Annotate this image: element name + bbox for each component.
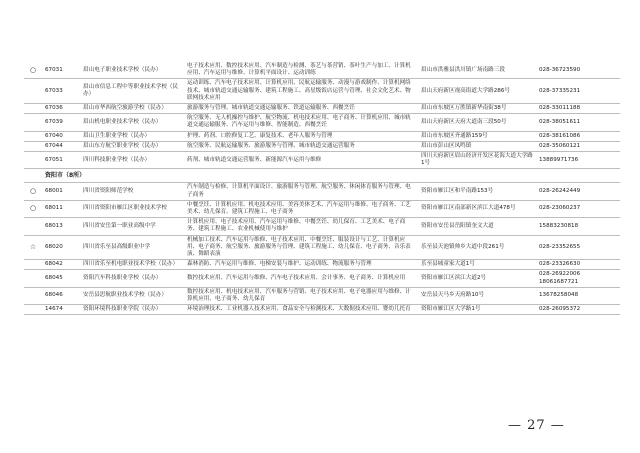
table-row — [24, 218, 620, 235]
majors-cell: 汽车制造与检修、计算机平面设计、旅游服务与管理、航空服务、休闲体育服务与管理、电子商务 — [184, 183, 418, 200]
school-code: 68045 — [42, 270, 80, 287]
school-code: 68013 — [42, 218, 80, 235]
phone-cell: 028-26242449 — [536, 183, 620, 200]
table-row — [24, 260, 620, 270]
school-name: 眉山市华西航空旅游学校（民办） — [80, 104, 184, 114]
phone-cell: 028-26922006 18061687721 — [536, 270, 620, 287]
address-cell: 眉山市东坡区万胜镇新华南街38号 — [418, 104, 536, 114]
school-name: 四川省资阳市雁江区职业技术学校 — [80, 200, 184, 217]
marker-symbol — [24, 79, 42, 104]
school-code: 67039 — [42, 114, 80, 131]
school-name: 资阳环境科技职业学院（民办） — [80, 305, 184, 315]
address-cell: 资阳市雁江区滨江大道2号 — [418, 270, 536, 287]
majors-cell: 药剂、城市轨道交通运营服务、新能源汽车运用与维修 — [184, 152, 418, 169]
school-code: 67040 — [42, 131, 80, 141]
table-row — [24, 200, 620, 217]
table-row — [24, 305, 620, 315]
phone-cell: 15883230818 — [536, 218, 620, 235]
school-code: 67036 — [42, 104, 80, 114]
school-code: 68046 — [42, 287, 80, 304]
table-row — [24, 131, 620, 141]
phone-cell: 028-33011188 — [536, 104, 620, 114]
section-b-rows — [24, 183, 620, 315]
address-cell: 眉山市洪雅县洪川镇广场南路三段 — [418, 62, 536, 79]
table-row — [24, 152, 620, 169]
school-code: 67031 — [42, 62, 80, 79]
table-row — [24, 270, 620, 287]
school-code: 68001 — [42, 183, 80, 200]
address-cell: 眉山市彭山区凤鸣镇 — [418, 141, 536, 151]
phone-cell: 028-23060237 — [536, 200, 620, 217]
marker-symbol: ○ — [24, 200, 42, 217]
marker-symbol — [24, 260, 42, 270]
address-cell: 安岳县天马乡天府路10号 — [418, 287, 536, 304]
school-code: 67051 — [42, 152, 80, 169]
majors-cell: 计算机应用、电子技术应用、汽车运用与维修、中餐烹饪、幼儿保育、工艺美术、电子商务、建筑工程施工、农业机械使用与维护 — [184, 218, 418, 235]
phone-cell: 13678258048 — [536, 287, 620, 304]
majors-cell: 电子技术应用、数控技术应用、汽车制造与检测、茶艺与茶营销、茶叶生产与加工、计算机应用、汽车运用与维修、计算机平面设计、运动训练 — [184, 62, 418, 79]
majors-cell: 中餐烹饪、计算机应用、机电技术应用、美容美体艺术、汽车运用与维修、电子商务、工艺美术、幼儿保育、建筑工程施工、电子商务 — [184, 200, 418, 217]
table-row — [24, 114, 620, 131]
address-cell: 四川天府新区眉山经济开发区花海大道大学路1号 — [418, 152, 536, 169]
majors-cell: 运动训练、汽车电子技术应用、计算机应用、民航运输服务、动漫与游戏制作、计算机网络技术、城市轨道交通运输服务、建筑工程施工、高星级饭店运营与管理、社会文化艺术、物联网技术应用 — [184, 79, 418, 104]
address-cell: 资阳市雁江区南部新区滨江大道478号 — [418, 200, 536, 217]
marker-symbol — [24, 287, 42, 304]
majors-cell: 旅游服务与管理、城市轨道交通运输服务、铁道运输服务、西餐烹饪 — [184, 104, 418, 114]
majors-cell: 机械加工技术、汽车运用与维修、电子技术应用、中餐烹饪、服装设计与工艺、计算机应用、电子商务、航空服务、旅游服务与管理、建筑工程施工、幼儿保育、电子商务、音乐表演、舞蹈表演 — [184, 235, 418, 260]
marker-symbol — [24, 152, 42, 169]
phone-cell: 028-23352655 — [536, 235, 620, 260]
marker-symbol — [24, 305, 42, 315]
phone-cell: 028-36723590 — [536, 62, 620, 79]
majors-cell: 数控技术应用、汽车运用与维修、汽车电子技术应用、会计事务、电子商务、计算机应用 — [184, 270, 418, 287]
address-cell: 资阳市雁江区大学路1号 — [418, 305, 536, 315]
region-title: 资阳市（8所） — [42, 169, 184, 183]
phone-cell: 028-26095372 — [536, 305, 620, 315]
table-row — [24, 141, 620, 151]
school-code: 14674 — [42, 305, 80, 315]
school-name: 四川省资阳师范学校 — [80, 183, 184, 200]
phone-cell: 028-38161086 — [536, 131, 620, 141]
school-name: 眉山卫生职业学校（民办） — [80, 131, 184, 141]
address-cell: 眉山市东坡区齐通路159号 — [418, 131, 536, 141]
marker-symbol — [24, 114, 42, 131]
address-cell: 眉山天府新区视高街道大学路286号 — [418, 79, 536, 104]
phone-cell: 028-35060121 — [536, 141, 620, 151]
marker-symbol — [24, 141, 42, 151]
school-name: 四川科技职业学校（民办） — [80, 152, 184, 169]
table-row — [24, 79, 620, 104]
school-code: 68011 — [42, 200, 80, 217]
marker-symbol — [24, 104, 42, 114]
phone-cell: 028-23326630 — [536, 260, 620, 270]
marker-symbol — [24, 131, 42, 141]
school-name: 眉山市信息工程中等职业技术学校（民办） — [80, 79, 184, 104]
marker-symbol: ○ — [24, 62, 42, 79]
school-name: 四川省安岳第一职业高级中学 — [80, 218, 184, 235]
table-row — [24, 235, 620, 260]
school-name: 四川省乐至县高级职业中学 — [80, 235, 184, 260]
address-cell: 乐至县天池镇帅乡大道中段261号 — [418, 235, 536, 260]
school-table — [24, 62, 620, 315]
majors-cell: 数控技术应用、机电技术应用、汽车服务与营销、电子技术应用、电子电器应用与维修、计算机应用、电子商务、幼儿保育 — [184, 287, 418, 304]
address-cell: 乐至县城童家大道1号 — [418, 260, 536, 270]
school-code: 67033 — [42, 79, 80, 104]
school-code: 67044 — [42, 141, 80, 151]
marker-symbol: ☆ — [24, 235, 42, 260]
school-name: 眉山机电职业技术学校（民办） — [80, 114, 184, 131]
majors-cell: 环境治理技术、工业机器人技术应用、食品安全与检测技术、大数据技术应用、婴幼儿托育 — [184, 305, 418, 315]
phone-cell: 028-37335231 — [536, 79, 620, 104]
address-cell: 资阳市安岳县岳阳镇奎文大道 — [418, 218, 536, 235]
phone-cell: 028-38051611 — [536, 114, 620, 131]
marker-symbol — [24, 270, 42, 287]
school-code: 68042 — [42, 260, 80, 270]
marker-symbol: ○ — [24, 183, 42, 200]
marker-symbol — [24, 218, 42, 235]
address-cell: 资阳市雁江区和平南路153号 — [418, 183, 536, 200]
school-name: 眉山东方航空职业学校（民办） — [80, 141, 184, 151]
table-row — [24, 183, 620, 200]
page-number: — 27 — — [508, 418, 565, 433]
address-cell: 眉山天府新区天府大道南三段50号 — [418, 114, 536, 131]
majors-cell: 护理、药剂、口腔修复工艺、康复技术、老年人服务与管理 — [184, 131, 418, 141]
school-code: 68020 — [42, 235, 80, 260]
table-row — [24, 62, 620, 79]
school-name: 眉山电子职业技术学校（民办） — [80, 62, 184, 79]
majors-cell: 航空服务、民航运输服务、旅游服务与管理、城市轨道交通运营服务 — [184, 141, 418, 151]
school-name: 安岳县思航职业技术学校（民办） — [80, 287, 184, 304]
majors-cell: 航空服务、无人机操控与维护、航空物流、机电技术应用、电子商务、计算机应用、城市轨道交通运输服务、汽车运用与维修、智能制造、西餐烹饪 — [184, 114, 418, 131]
section-a-rows — [24, 62, 620, 169]
table-row — [24, 104, 620, 114]
region-row — [24, 169, 620, 183]
school-name: 四川省乐至机电职业技术学校（民办） — [80, 260, 184, 270]
majors-cell: 森林消防、汽车运用与维修、电梯安装与维护、运动训练、物流服务与管理 — [184, 260, 418, 270]
school-name: 资阳汽车科技职业学校（民办） — [80, 270, 184, 287]
phone-cell: 13889971736 — [536, 152, 620, 169]
table-row — [24, 287, 620, 304]
